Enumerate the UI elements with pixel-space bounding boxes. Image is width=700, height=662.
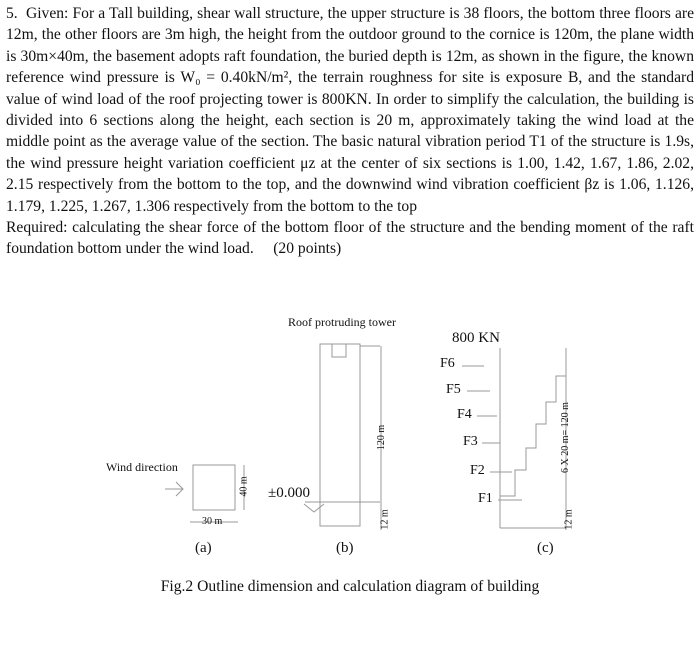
dim-6x20-label: 6 X 20 m= 120 m xyxy=(559,402,571,473)
problem-points: (20 points) xyxy=(273,240,342,258)
problem-given: Given: For a Tall building, shear wall structure, the upper structure is 38 floors, the bottom three floors are 12m, the other floors are 3m high, the height from the outdoor ground to the cornice is 120m, the plane width is 30m×40m, the basement adopts raft foundation, the buried depth is 12m, as shown in the figure, the known reference wind pressure is W₀ = 0.40kN/m², the terrain roughness for site is exposure B, and the standard value of wind load of the roof projecting tower is 800KN. In order to simplify the calculation, the building is divided into 6 sections along the height, each section is 20 m, approximately taking the wind load at the middle point as the average value of the section. The basic natural vibration period T1 of the structure is 1.9s, the wind pressure height variation coefficient μz at the center of six sections is 1.00, 1.42, 1.67, 1.86, 2.02, 2.15 respectively from the bottom to the top, and the downwind wind vibration coefficient βz is 1.06, 1.126, 1.179, 1.225, 1.267, 1.306 respectively from the bottom to the top xyxy=(6,5,695,215)
plan-rect xyxy=(193,465,235,510)
subfigure-c-label: (c) xyxy=(537,540,554,556)
problem-required: Required: calculating the shear force of the bottom floor of the structure and the bending moment of the raft foundation bottom under the wind load. xyxy=(6,219,694,258)
dim-12-label-c: 12 m xyxy=(563,509,575,530)
problem-text xyxy=(6,3,694,260)
wind-arrow-icon xyxy=(165,482,183,496)
force-label-f6: F6 xyxy=(440,356,455,371)
problem-number: 5. xyxy=(6,5,18,22)
problem-paragraph-required xyxy=(6,217,694,260)
force-label-f3: F3 xyxy=(463,434,478,449)
figure-caption: Fig.2 Outline dimension and calculation diagram of building xyxy=(160,578,540,595)
subfigure-b-label: (b) xyxy=(336,540,354,556)
wind-direction-label: Wind direction xyxy=(106,460,178,474)
figure-building xyxy=(0,310,700,662)
force-label-f4: F4 xyxy=(457,407,472,422)
force-label-f5: F5 xyxy=(446,382,461,397)
elevation-label: ±0.000 xyxy=(268,485,310,501)
problem-paragraph-given xyxy=(6,3,694,217)
dim-30-label: 30 m xyxy=(202,516,223,527)
figure-drawing xyxy=(0,310,700,610)
dim-120-label: 120 m xyxy=(376,424,388,451)
dim-12-label-b: 12 m xyxy=(379,509,391,530)
roof-tower xyxy=(332,344,346,357)
force-label-f1: F1 xyxy=(478,491,493,506)
stepped-load-diagram xyxy=(500,348,566,496)
load-800-label: 800 KN xyxy=(452,330,500,346)
roof-tower-label: Roof protruding tower xyxy=(288,315,396,329)
building-elevation xyxy=(320,344,360,526)
dim-40-label: 40 m xyxy=(238,476,250,497)
subfigure-a-label: (a) xyxy=(195,540,212,556)
force-label-f2: F2 xyxy=(470,463,485,478)
elevation-marker-icon xyxy=(304,504,324,512)
